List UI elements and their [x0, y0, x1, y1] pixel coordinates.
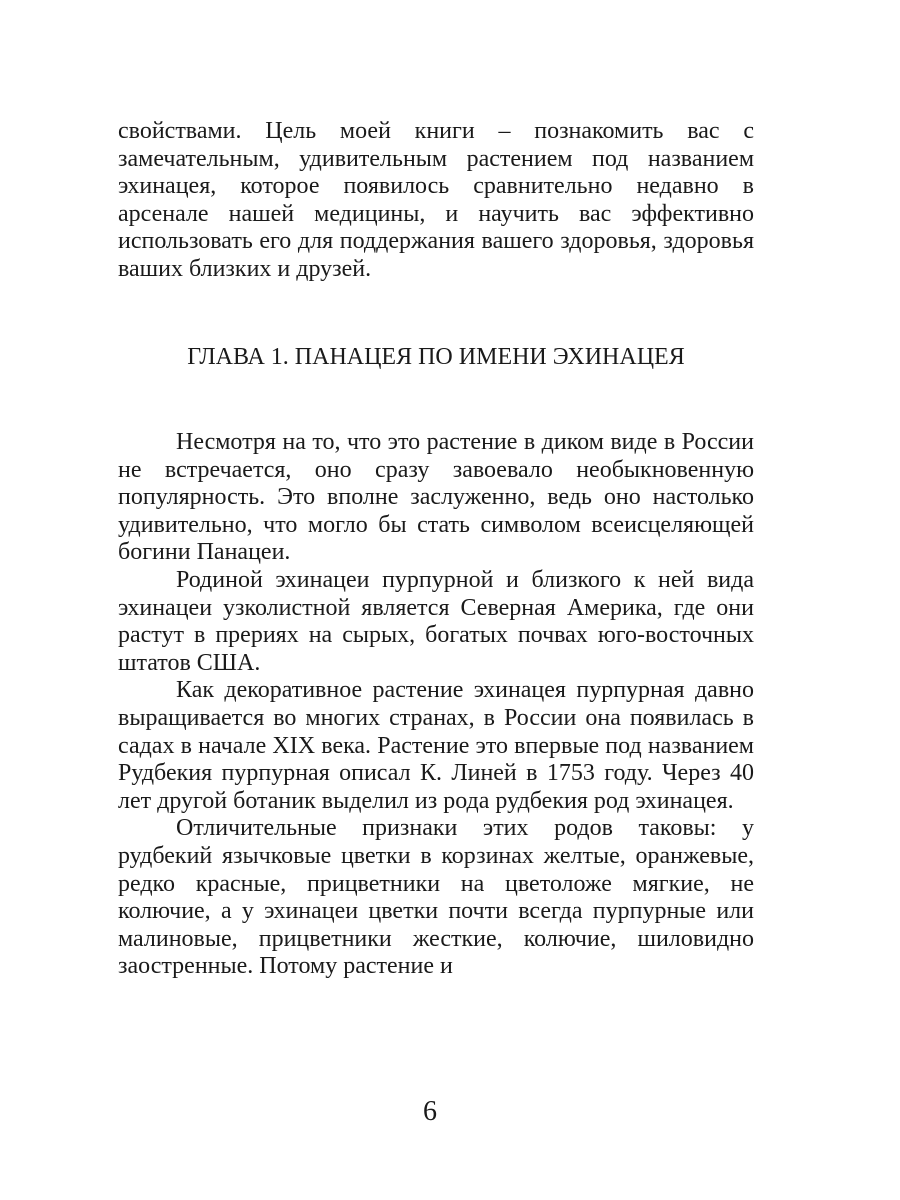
intro-paragraph: свойствами. Цель моей книги – познакомить вас с замечательным, удивительным растением под названием эхинацея, которое появилось сравнительно недавно в арсенале нашей медицины, и научить вас эффективно использовать его для поддержания вашего здоровья, здоровья ваших близких и друзей.: [118, 118, 754, 282]
body-paragraph-1: Несмотря на то, что это растение в диком виде в России не встречается, оно сразу завоевало необыкновенную популярность. Это вполне заслуженно, ведь оно настолько удивительно, что могло бы стать символом всеисцеляющей богини Панацеи.: [118, 429, 754, 566]
body-paragraph-4: Отличительные признаки этих родов таковы: у рудбекий язычковые цветки в корзинах желтые, оранжевые, редко красные, прицветники на цветоложе мягкие, не колючие, а у эхинацеи цветки почти всегда пурпурные или малиновые, прицветники жесткие, колючие, шиловидно заостренные. Потому растение и: [118, 815, 754, 980]
body-paragraph-3: Как декоративное растение эхинацея пурпурная давно выращивается во многих странах, в России она появилась в садах в начале XIX века. Растение это впервые под названием Рудбекия пурпурная описал К. Линей в 1753 году. Через 40 лет другой ботаник выделил из рода рудбекия род эхинацея.: [118, 677, 754, 814]
chapter-heading: ГЛАВА 1. ПАНАЦЕЯ ПО ИМЕНИ ЭХИНАЦЕЯ: [187, 344, 685, 370]
chapter-body: [118, 429, 754, 981]
intro-text: [118, 118, 754, 284]
page-number: 6: [423, 1096, 437, 1127]
body-paragraph-2: Родиной эхинацеи пурпурной и близкого к ней вида эхинацеи узколистной является Северная Америка, где они растут в прериях на сырых, богатых почвах юго-восточных штатов США.: [118, 566, 754, 676]
